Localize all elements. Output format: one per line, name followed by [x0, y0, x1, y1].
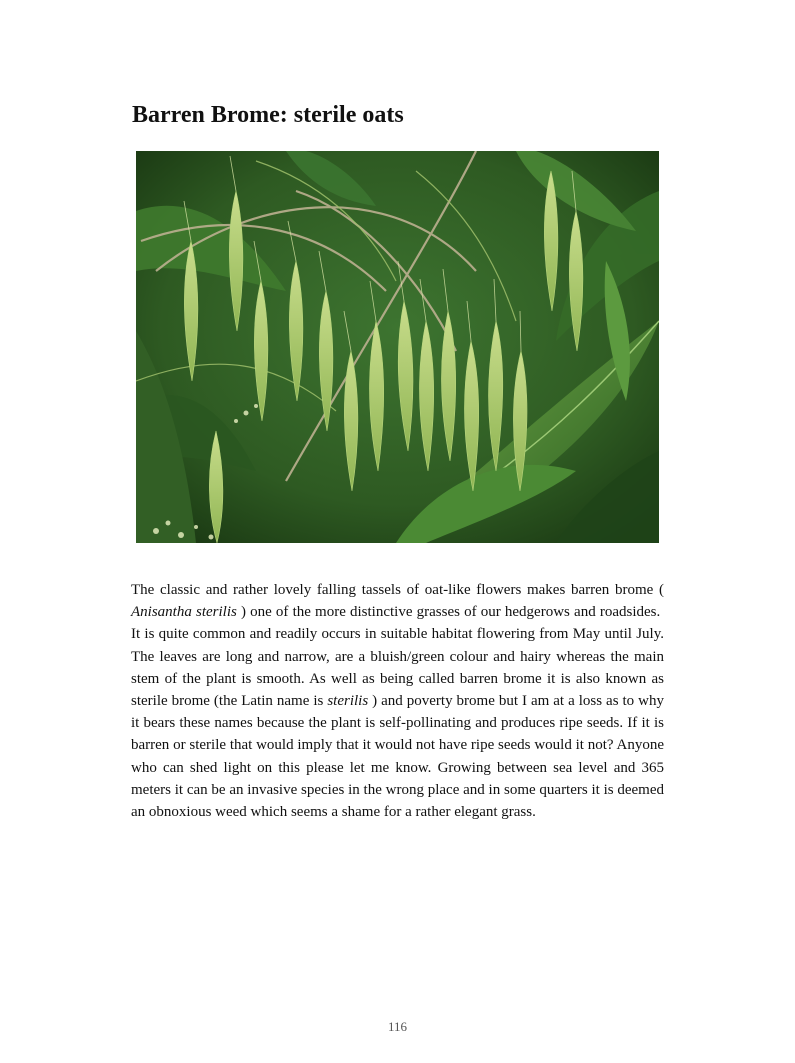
page-number: 116: [387, 1019, 408, 1034]
latin-name: sterilis: [327, 693, 369, 710]
body-text-part-2: ) one of the more distinctive grasses of our hedgerows and roadsides. It is quite common and readily occurs in suitable habitat flowering from May until July. The leaves are long and narrow, are a bluish/green colour and hairy whereas the main stem of the plant is smooth. As well as being called barren brome it is also known as sterile brome (the Latin name is: [131, 604, 664, 710]
body-text-part-1: The classic and rather lovely falling tassels of oat-like flowers makes barren brome (: [131, 582, 664, 598]
page-title: Barren Brome: sterile oats: [132, 102, 404, 128]
body-text-part-3: ) and poverty brome but I am at a loss as to why it bears these names because the plant is self-pollinating and produces ripe seeds. If it is barren or sterile that would imply that it would not have ripe seeds would it not? Anyone who can shed light on this please let me know. Growing between sea level and 365 meters it can be an invasive species in the wrong place and in some quarters it is deemed an obnoxious weed which seems a shame for a rather elegant grass.: [131, 693, 664, 821]
body-paragraph: [131, 579, 664, 823]
barren-brome-photo: [136, 151, 659, 543]
species-name: Anisantha sterilis: [131, 604, 237, 621]
